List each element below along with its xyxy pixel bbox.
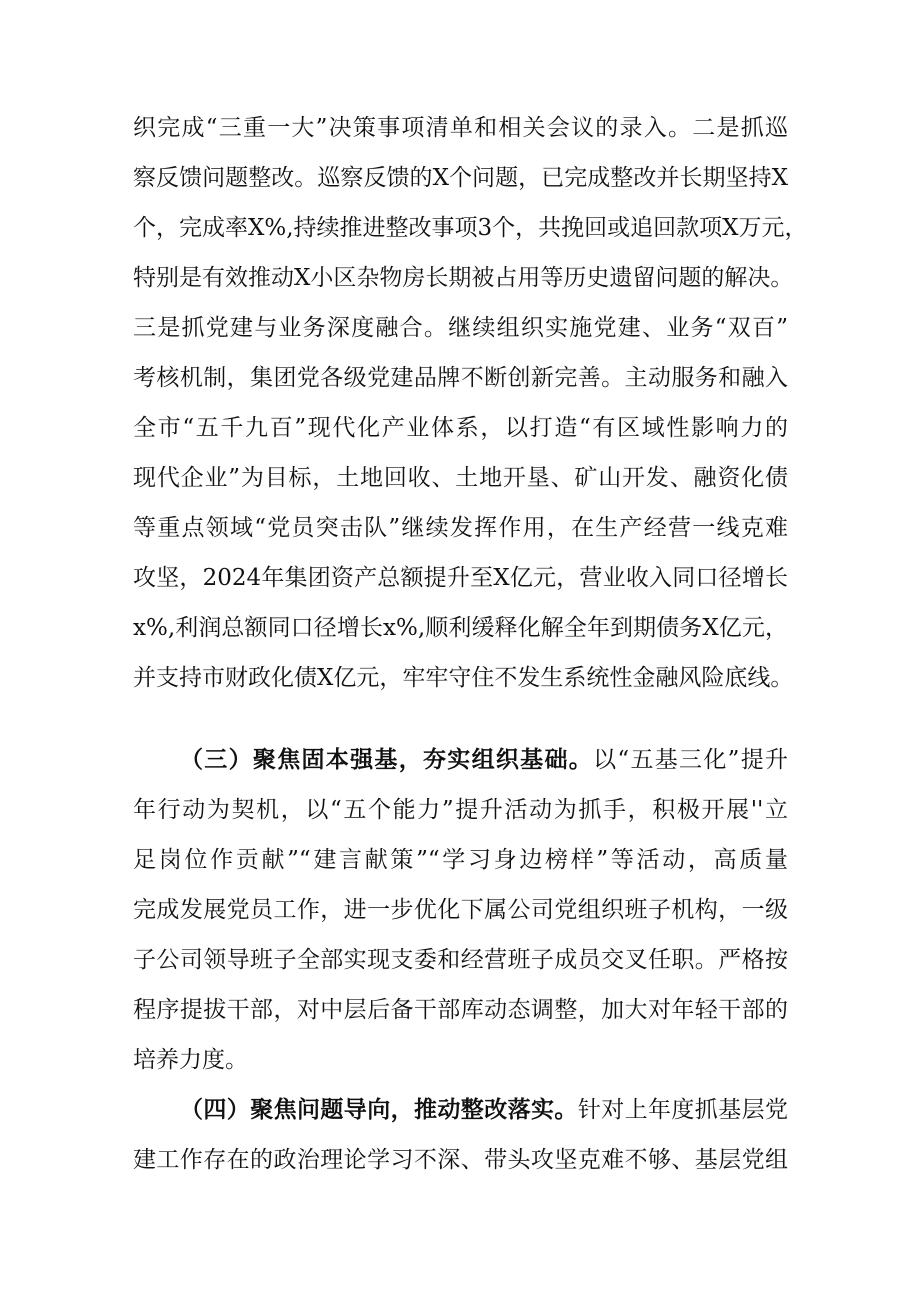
paragraph-line: 等重点领域“党员突击队”继续发挥作用，在生产经营一线克难 [133,515,788,541]
paragraph-line: 察反馈问题整改。巡察反馈的X个问题，已完成整改并长期坚持X [133,165,788,191]
paragraph-line: 现代企业”为目标，土地回收、土地开垦、矿山开发、融资化债 [133,465,788,491]
section-3-heading: （三）聚焦固本强基，夯实组织基础。 [180,746,594,773]
paragraph-line: 年行动为契机，以“五个能力”提升活动为抓手，积极开展''立 [133,797,788,823]
paragraph-line: 织完成“三重一大”决策事项清单和相关会议的录入。二是抓巡 [133,115,788,141]
section-4-first-line-text: 针对上年度抓基层党 [577,1097,789,1123]
paragraph-line: 程序提拔干部，对中层后备干部库动态调整，加大对年轻干部的 [133,997,788,1023]
section-4-heading: （四）聚焦问题导向，推动整改落实。 [180,1096,578,1123]
paragraph-line: 建工作存在的政治理论学习不深、带头攻坚克难不够、基层党组 [133,1147,788,1173]
section-4-first-line [180,1090,788,1130]
paragraph-line: 完成发展党员工作，进一步优化下属公司党组织班子机构，一级 [133,897,788,923]
section-3-first-line-text: 以“五基三化”提升 [593,747,789,773]
paragraph-line: 攻坚，2024年集团资产总额提升至X亿元，营业收入同口径增长 [133,565,788,591]
paragraph-line: 并支持市财政化债X亿元，牢牢守住不发生系统性金融风险底线。 [133,665,794,691]
paragraph-line: x%,利润总额同口径增长x%,顺利缓释化解全年到期债务X亿元， [133,615,788,641]
paragraph-line: 子公司领导班子全部实现支委和经营班子成员交叉任职。严格按 [133,947,788,973]
paragraph-line: 特别是有效推动X小区杂物房长期被占用等历史遗留问题的解决。 [133,265,794,291]
paragraph-line: 个，完成率X%,持续推进整改事项3个，共挽回或追回款项X万元， [133,215,808,241]
paragraph-line: 三是抓党建与业务深度融合。继续组织实施党建、业务“双百” [133,315,788,341]
paragraph-line: 考核机制，集团党各级党建品牌不断创新完善。主动服务和融入 [133,365,788,391]
section-3-first-line [180,740,788,780]
paragraph-line: 全市“五千九百”现代化产业体系，以打造“有区域性影响力的 [133,415,788,441]
paragraph-line: 培养力度。 [133,1047,248,1073]
paragraph-line: 足岗位作贡献”“建言献策”“学习身边榜样”等活动，高质量 [133,847,788,873]
